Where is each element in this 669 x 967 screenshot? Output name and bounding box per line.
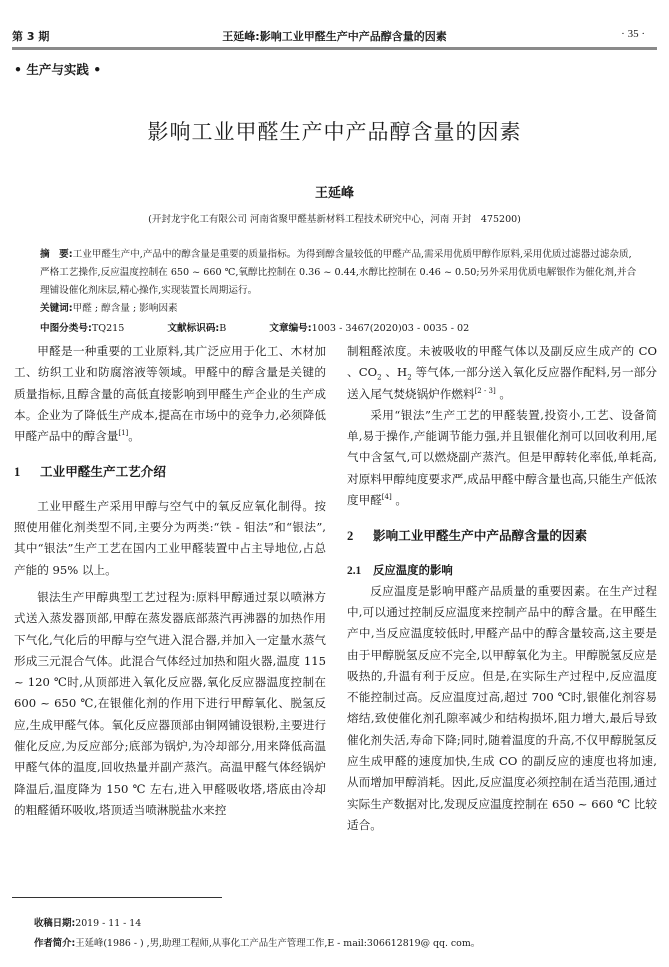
section-1-number: 1 — [14, 465, 21, 480]
section-1-paragraph-2 — [14, 587, 326, 821]
page-number: · 35 · — [621, 28, 645, 40]
subscript: 2 — [407, 373, 412, 382]
paragraph-2-tail: 等气体,一部分送入氧化反应器作配料,另一部分送入尾气焚烧锅炉作燃料 — [347, 365, 658, 401]
section-1-paragraph-2-continued — [347, 341, 657, 405]
section-2-title: 影响工业甲醛生产中产品醇含量的因素 — [373, 528, 588, 544]
keywords — [40, 300, 178, 314]
citation-2-3: [2 - 3] — [474, 386, 496, 395]
running-header — [12, 28, 657, 44]
bio-value: 王延峰(1986 - ) ,男,助理工程师,从事化工产品生产管理工作,E - mail:306612819@ qq. com。 — [75, 938, 481, 949]
section-2-1-paragraph: 反应温度是影响甲醛产品质量的重要因素。在生产过程中,可以通过控制反应温度来控制产品中的醇含量。在甲醛生产中,当反应温度较低时,甲醛产品中的醇含量较高,这主要是由于甲醇脱氢反应不完全,以甲醇氧化为主。甲醇脱氢反应是吸热的,升温有利于反应。但是,在实际生产过程中,反应温度不能控制过高。反应温度过高,超过 700 ℃时,银催化剂容易熔结,致使催化剂孔隙率减少和结构损坏,阻力增大,最后导致催化剂失活,寿命下降;同时,随着温度的升高,不仅甲醇脱氢反应生成甲醛的速度加快,生成 CO 的副反应的速度也将加速,从而增加甲醇消耗。因此,反应温度必须控制在适当范围,通过实际生产数据对比,发现反应温度控制在 650 ~ 660 ℃ 比较适合。 — [347, 583, 657, 832]
citation-1: [1] — [118, 429, 129, 438]
received-value: 2019 - 11 - 14 — [75, 918, 142, 929]
abstract-label: 摘 要: — [40, 249, 73, 260]
abstract — [40, 246, 640, 300]
subsection-2-1-heading — [347, 560, 657, 581]
section-1-paragraph-3 — [347, 405, 657, 511]
classification-row — [40, 320, 640, 334]
keywords-text: 甲醛 ; 醇含量 ; 影响因素 — [72, 303, 178, 314]
section-1-heading — [14, 461, 326, 483]
intro-end: 。 — [128, 429, 140, 444]
clc-label: 中图分类号: — [40, 323, 92, 334]
intro-text: 甲醛是一种重要的工业原料,其广泛应用于化工、木材加工、纺织工业和防腐溶液等领域。甲醛中的醇含量是关键的质量指标,且醇含量的高低直接影响到甲醛生产企业的生产成本。企业为了降低生产成本,提高在市场中的竞争力,必须降低甲醛产品中的醇含量 — [14, 344, 326, 444]
header-rule — [12, 47, 657, 50]
paragraph-3-end: 。 — [391, 493, 407, 508]
section-tag: • 生产与实践 • — [14, 62, 102, 77]
section-1-title: 工业甲醛生产工艺介绍 — [40, 464, 166, 480]
article-title: 影响工业甲醛生产中产品醇含量的因素 — [147, 120, 522, 144]
running-title: 王延峰:影响工业甲醛生产中产品醇含量的因素 — [222, 30, 447, 43]
intro-paragraph — [14, 341, 326, 447]
citation-4: [4] — [381, 493, 392, 502]
subsection-2-1-number: 2.1 — [347, 564, 362, 577]
section-2-number: 2 — [347, 529, 354, 544]
section-2-heading — [347, 525, 657, 547]
section-1-paragraph-2-text: 银法生产甲醇典型工艺过程为:原料甲醇通过泵以喷淋方式送入蒸发器顶部,甲醇在蒸发器底部蒸汽再沸器的加热作用下气化,气化后的甲醇与空气进入混合器,并加入一定量水蒸气形成三元混合气体。此混合气体经过加热和阻火器,温度 115 ~ 120 ℃时,从顶部进入氧化反应器,氧化反应器温度控制在 600 ~ 650 ℃,在银催化剂的作用下进行甲醇氧化、脱氢反应,生成甲醛气体。氧化反应器顶部由铜网铺设银粉,主要进行催化反应,为反应部分;底部为锅炉,为冷却部分,用来降低高温甲醛气体的温度,回收热量并副产蒸汽。高温甲醛气体经锅炉降温后,温度降为 150 ℃ 左右,进入甲醛吸收塔,塔底由冷却的粗醛循环吸收,塔顶适当喷淋脱盐水来控 — [14, 589, 326, 817]
paragraph-2-end: 。 — [495, 386, 512, 401]
issue-number: 第 3 期 — [12, 30, 50, 43]
article-no-label: 文章编号: — [269, 323, 312, 334]
paragraph-2-mid: 、H — [381, 365, 408, 380]
received-label: 收稿日期: — [34, 918, 76, 929]
doc-code-label: 文献标识码: — [167, 323, 220, 334]
received-date — [34, 915, 141, 929]
subsection-2-1-title: 反应温度的影响 — [373, 562, 453, 577]
paragraph-2-continued-text: 制粗醛浓度。未被吸收的甲醛气体以及副反应生成产的 CO 、CO — [347, 344, 657, 380]
author-affiliation: (开封龙宇化工有限公司 河南省聚甲醛基新材料工程技术研究中心，河南 开封 475200) — [148, 214, 521, 225]
body-column-left — [14, 341, 326, 821]
keywords-label: 关键词: — [40, 303, 73, 314]
body-column-right — [347, 341, 657, 836]
article-author: 王延峰 — [314, 186, 354, 201]
article-no-value: 1003 - 3467(2020)03 - 0035 - 02 — [311, 323, 470, 334]
doc-code-value: B — [219, 323, 227, 334]
abstract-text: 工业甲醛生产中,产品中的醇含量是重要的质量指标。为得到醇含量较低的甲醛产品,需采用优质甲醇作原料,采用优质过滤器过滤杂质,严格工艺操作,反应温度控制在 650 ~ 660 ℃,氧醇比控制在 0.36 ~ 0.44,水醇比控制在 0.46 ~ 0.50;另外采用优质电解银作为催化剂,并合理铺设催化剂床层,精心操作,实现装置长周期运行。 — [40, 249, 637, 296]
bio-label: 作者简介: — [34, 938, 76, 949]
section-1-paragraph-1: 工业甲醛生产采用甲醇与空气中的氧反应氧化制得。按照使用催化剂类型不同,主要分为两类:“铁 - 钼法”和“银法”,其中“银法”生产工艺在国内工业甲醛装置中占主导地位,占总产能的 95% 以上。 — [14, 498, 326, 577]
footnote-rule — [12, 897, 222, 898]
paragraph-3-text: 采用“银法”生产工艺的甲醛装置,投资小,工艺、设备简单,易于操作,产能调节能力强,并且银催化剂可以回收利用,尾气中含氢气,可以燃烧副产蒸汽。但是甲醇转化率低,单耗高,对原料甲醇纯度要求严,成品甲醛中醇含量也高,只能生产低浓度甲醛 — [347, 407, 657, 508]
clc-value: TQ215 — [91, 323, 125, 334]
author-bio — [34, 935, 480, 949]
subscript: 2 — [377, 373, 382, 382]
